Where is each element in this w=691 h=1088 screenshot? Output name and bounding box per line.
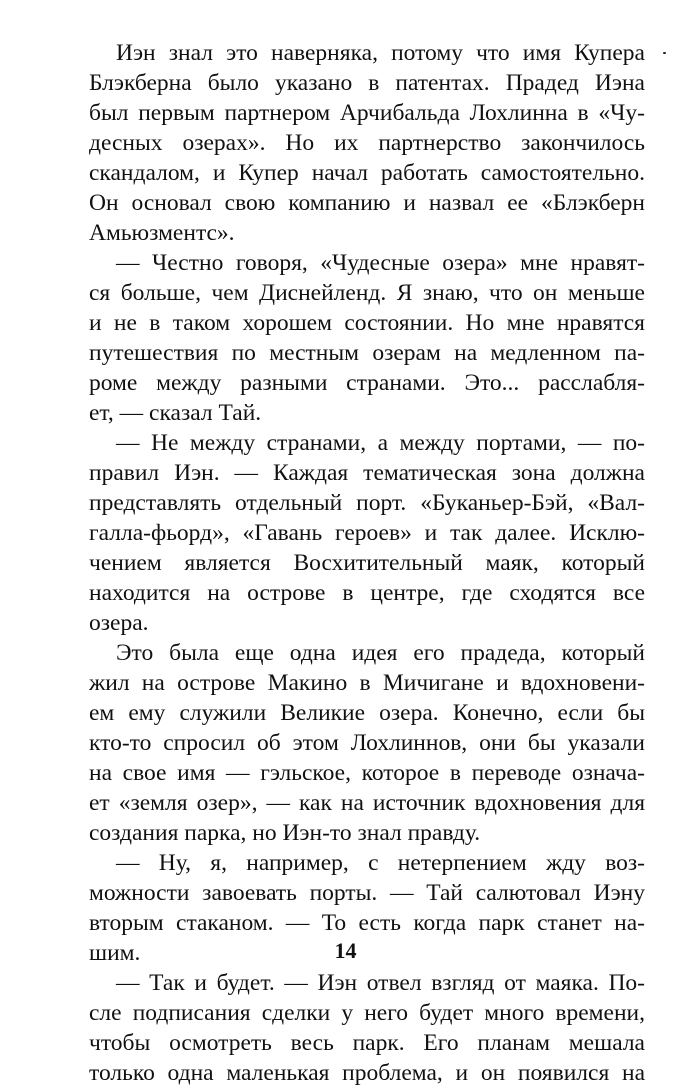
- text-line: ся больше, чем Диснейленд. Я знаю, что он меньше: [89, 280, 645, 306]
- text-line: жил на острове Макино в Мичигане и вдохновени-: [89, 670, 645, 696]
- text-line: Иэн знал это наверняка, потому что имя Купера: [116, 40, 645, 66]
- text-line: путешествия по местным озерам на медленном па-: [89, 340, 645, 366]
- text-line: находится на острове в центре, где сходятся все: [89, 580, 645, 606]
- body-text: [89, 38, 645, 1088]
- text-line: десных озерах». Но их партнерство закончилось: [89, 130, 645, 156]
- text-line: создания парка, но Иэн-то знал правду.: [89, 820, 481, 846]
- text-line: ем ему служили Великие озера. Конечно, если бы: [89, 700, 645, 726]
- text-line: сле подписания сделки у него будет много времени,: [89, 1000, 645, 1026]
- text-line: чтобы осмотреть весь парк. Его планам мешала: [89, 1030, 645, 1056]
- print-speck: [663, 52, 666, 54]
- text-line: ет «земля озер», — как на источник вдохновения для: [89, 790, 645, 816]
- text-line: кто-то спросил об этом Лохлиннов, они бы указали: [89, 730, 645, 756]
- text-line: можности завоевать порты. — Тай салютовал Иэну: [89, 880, 645, 906]
- text-line: Блэкберна было указано в патентах. Прадед Иэна: [89, 70, 645, 96]
- text-line: вторым стаканом. — То есть когда парк станет на-: [89, 910, 645, 936]
- text-line: скандалом, и Купер начал работать самостоятельно.: [89, 160, 645, 186]
- text-line: ет, — сказал Тай.: [89, 400, 262, 426]
- text-line: роме между разными странами. Это... расслабля-: [89, 370, 645, 396]
- text-line: Амьюзментс».: [89, 220, 235, 246]
- text-line: только одна маленькая проблема, и он появился на: [89, 1060, 645, 1086]
- page-number: 14: [334, 938, 357, 963]
- text-line: шим.: [89, 940, 141, 966]
- text-line: — Ну, я, например, с нетерпением жду воз-: [116, 850, 645, 876]
- text-line: Это была еще одна идея его прадеда, который: [116, 640, 645, 666]
- text-line: — Честно говоря, «Чудесные озера» мне нравят-: [116, 250, 645, 276]
- text-line: галла-фьорд», «Гавань героев» и так далее. Исклю-: [89, 520, 645, 546]
- text-line: чением является Восхитительный маяк, который: [89, 550, 645, 576]
- text-line: на свое имя — гэльское, которое в переводе означа-: [89, 760, 645, 786]
- text-line: — Не между странами, а между портами, — по-: [116, 430, 645, 456]
- text-line: — Так и будет. — Иэн отвел взгляд от маяка. По-: [116, 970, 645, 996]
- text-line: озера.: [89, 610, 149, 636]
- text-line: и не в таком хорошем состоянии. Но мне нравятся: [89, 310, 645, 336]
- text-line: был первым партнером Арчибальда Лохлинна в «Чу-: [89, 100, 645, 126]
- text-line: представлять отдельный порт. «Буканьер-Бэй, «Вал-: [89, 490, 645, 516]
- text-line: Он основал свою компанию и назвал ее «Блэкберн: [89, 190, 645, 216]
- text-line: правил Иэн. — Каждая тематическая зона должна: [89, 460, 645, 486]
